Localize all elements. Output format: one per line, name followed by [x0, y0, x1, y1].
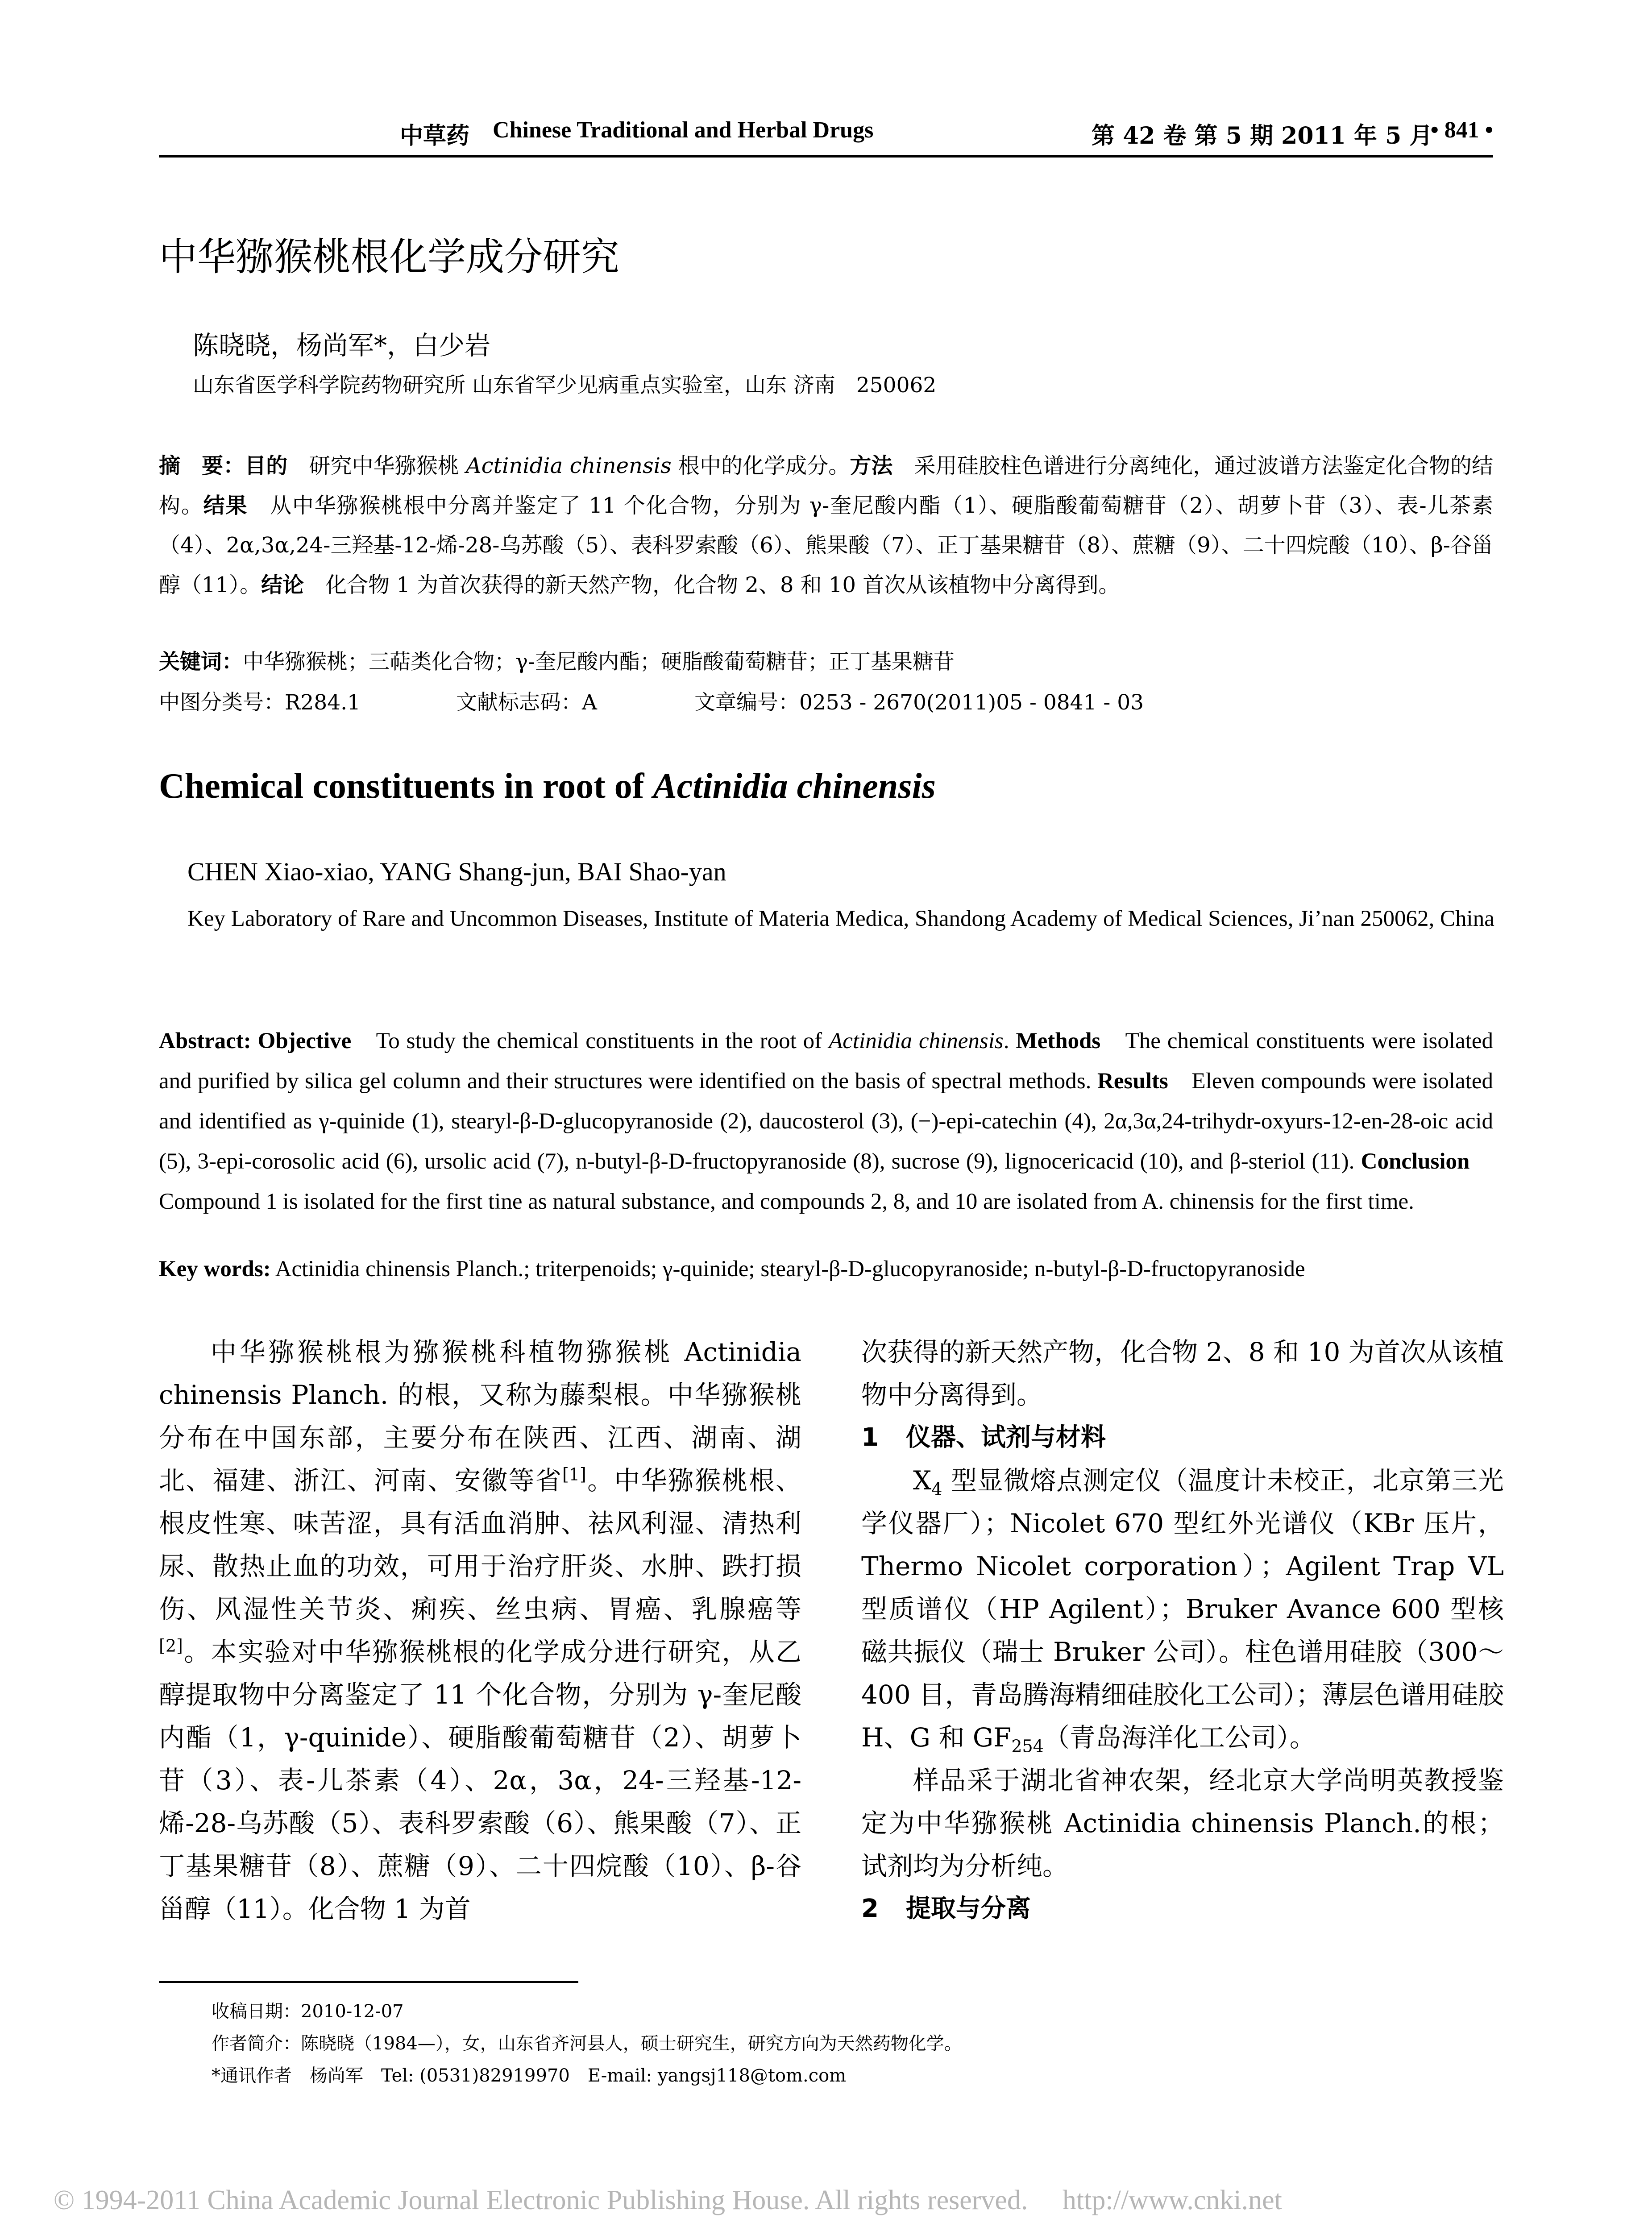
- footnote-divider: [159, 1981, 578, 1983]
- header-divider: [159, 155, 1493, 158]
- keywords-en-text: Actinidia chinensis Planch.; triterpenoids; γ-quinide; stearyl-β-D-glucopyranoside; n-butyl-β-D-fructopyranoside: [275, 1256, 1305, 1281]
- conclusion-label: 结论: [261, 572, 304, 597]
- intro-text-1: 中华猕猴桃根为猕猴桃科植物猕猴桃 Actinidia chinensis Planch. 的根，又称为藤梨根。中华猕猴桃分布在中国东部，主要分布在陕西、江西、湖南、湖北、福建、浙江、河南、安徽等省: [159, 1337, 801, 1496]
- instruments-text-1: X: [913, 1465, 932, 1496]
- methods-text: 采用硅胶柱色谱进行分离纯化，通过波谱方法鉴定化合物的结构。: [159, 453, 1493, 518]
- objective-text: 研究中华猕猴桃: [287, 453, 466, 478]
- affiliation-cn: 山东省医学科学院药物研究所 山东省罕少见病重点实验室，山东 济南 250062: [193, 373, 937, 398]
- journal-volume: 第 42 卷 第 5 期 2011 年 5 月: [1092, 122, 1433, 149]
- instruments-paragraph: [861, 1459, 1504, 1759]
- instruments-text-3: （青岛海洋化工公司）。: [1043, 1722, 1316, 1753]
- intro-continued: 次获得的新天然产物，化合物 2、8 和 10 为首次从该植物中分离得到。: [861, 1337, 1504, 1410]
- authors-en: CHEN Xiao-xiao, YANG Shang-jun, BAI Shao-yan: [187, 857, 726, 886]
- results-label: 结果: [203, 493, 248, 518]
- abstract-label: 摘 要：: [159, 453, 245, 478]
- title-en-species: Actinidia chinensis: [653, 767, 936, 806]
- results-en-text: Eleven compounds were isolated and identified as γ-quinide (1), stearyl-β-D-glucopyranoside (2), daucosterol (3), (−)-epi-catechin (4), 2α,3α,24-trihydr-oxyurs-12-en-28-oic acid (5), 3-epi-corosolic acid (6), ursolic acid (7), n-butyl-β-D-fructopyranoside (8), sucrose (9), lignocericacid (10), and β-steriol (11).: [159, 1069, 1493, 1174]
- section-number-2: 2: [861, 1894, 879, 1923]
- intro-paragraph: [159, 1331, 801, 1930]
- received-date: 收稿日期：2010-12-07: [212, 2001, 404, 2022]
- authors-cn: 陈晓晓，杨尚军*，白少岩: [193, 330, 491, 361]
- section-heading-2: [861, 1887, 1504, 1930]
- methods-en-text: The chemical constituents were isolated and purified by silica gel column and their structures were identified on the basis of spectral methods.: [159, 1028, 1494, 1094]
- intro-text-3: 。本实验对中华猕猴桃根的化学成分进行研究，从乙醇提取物中分离鉴定了 11 个化合物，分别为 γ-奎尼酸内酯（1，γ-quinide）、硬脂酸葡萄糖苷（2）、胡萝卜苷（3）、表-儿茶素（4）、2α，3α，24-三羟基-12-烯-28-乌苏酸（5）、表科罗索酸（6）、熊果酸（7）、正丁基果糖苷（8）、蔗糖（9）、二十四烷酸（10）、β-谷甾醇（11）。化合物 1 为首: [159, 1637, 801, 1924]
- body-column-left: [159, 1331, 801, 1930]
- abstract-en: [159, 1021, 1493, 1222]
- species-name-en: Actinidia chinensis: [829, 1028, 1004, 1053]
- corresponding-author: *通讯作者 杨尚军 Tel: (0531)82919970 E-mail: yangsj118@tom.com: [212, 2065, 847, 2086]
- section-title-1: 仪器、试剂与材料: [906, 1423, 1106, 1452]
- species-name: Actinidia chinensis: [466, 453, 672, 478]
- author-bio: 作者简介：陈晓晓（1984—），女，山东省齐河县人，硕士研究生，研究方向为天然药物化学。: [212, 2033, 962, 2054]
- results-en-label: Results: [1097, 1069, 1168, 1094]
- running-header: [159, 117, 1493, 157]
- abstract-en-label: Abstract: Objective: [159, 1028, 352, 1053]
- methods-en-label: Methods: [1016, 1028, 1101, 1053]
- abstract-cn: [159, 446, 1493, 605]
- article-number: 文章编号：0253 - 2670(2011)05 - 0841 - 03: [694, 690, 1144, 715]
- subscript-254: 254: [1011, 1736, 1044, 1756]
- affiliation-en: Key Laboratory of Rare and Uncommon Diseases, Institute of Materia Medica, Shandong Academy of Medical Sciences, Ji’nan 250062, China: [187, 906, 1494, 931]
- intro-text-2: 。中华猕猴桃根、根皮性寒、味苦涩，具有活血消肿、祛风利湿、清热利尿、散热止血的功效，可用于治疗肝炎、水肿、跌打损伤、风湿性关节炎、痢疾、丝虫病、胃癌、乳腺癌等: [159, 1465, 801, 1624]
- footnotes: [212, 1995, 962, 2092]
- body-column-right: [861, 1331, 1504, 1930]
- citation-1[interactable]: [1]: [562, 1464, 586, 1485]
- objective-end: 根中的化学成分。: [671, 453, 850, 478]
- clc-number: 中图分类号：R284.1: [159, 690, 361, 715]
- page-number: • 841 •: [1430, 117, 1493, 143]
- subscript-4: 4: [931, 1479, 942, 1499]
- keywords-cn: [159, 645, 955, 675]
- article-title-cn: 中华猕猴桃根化学成分研究: [159, 235, 619, 279]
- objective-en-text: To study the chemical constituents in the root of: [351, 1028, 829, 1053]
- section-number-1: 1: [861, 1423, 879, 1452]
- keywords-en-label: Key words:: [159, 1256, 271, 1281]
- keywords-en: [159, 1256, 1305, 1282]
- objective-label: 目的: [245, 453, 288, 478]
- keywords-label: 关键词：: [159, 650, 243, 674]
- section-heading-1: [861, 1416, 1504, 1459]
- objective-en-end: .: [1003, 1028, 1009, 1053]
- results-text: 从中华猕猴桃根中分离并鉴定了 11 个化合物，分别为 γ-奎尼酸内酯（1）、硬脂酸葡萄糖苷（2）、胡萝卜苷（3）、表-儿茶素（4）、2α,3α,24-三羟基-12-烯-28-乌苏酸（5）、表科罗索酸（6）、熊果酸（7）、正丁基果糖苷（8）、蔗糖（9）、二十四烷酸（10）、β-谷甾醇（11）。: [159, 493, 1493, 597]
- section-title-2: 提取与分离: [906, 1894, 1031, 1923]
- journal-name-en: Chinese Traditional and Herbal Drugs: [493, 117, 874, 143]
- title-en-prefix: Chemical constituents in root of: [159, 767, 653, 806]
- conclusion-text: 化合物 1 为首次获得的新天然产物，化合物 2、8 和 10 首次从该植物中分离得到。: [304, 572, 1120, 597]
- document-code: 文献标志码：A: [456, 690, 597, 715]
- conclusion-en-label: Conclusion: [1361, 1149, 1470, 1174]
- methods-label: 方法: [850, 453, 893, 478]
- copyright-notice: © 1994-2011 China Academic Journal Electronic Publishing House. All rights reserved. http://www.cnki.net: [54, 2185, 1282, 2215]
- instruments-text-2: 型显微熔点测定仪（温度计未校正，北京第三光学仪器厂）；Nicolet 670 型红外光谱仪（KBr 压片，Thermo Nicolet corporation）；Agilent Trap VL 型质谱仪（HP Agilent）；Bruker Avance 600 型核磁共振仪（瑞士 Bruker 公司）。柱色谱用硅胶（300～400 目，青岛腾海精细硅胶化工公司）；薄层色谱用硅胶 H、G 和 GF: [861, 1465, 1504, 1753]
- materials-paragraph: 样品采于湖北省神农架，经北京大学尚明英教授鉴定为中华猕猴桃 Actinidia chinensis Planch.的根；试剂均为分析纯。: [861, 1765, 1504, 1881]
- keywords-text: 中华猕猴桃；三萜类化合物；γ-奎尼酸内酯；硬脂酸葡萄糖苷；正丁基果糖苷: [243, 650, 955, 674]
- citation-2[interactable]: [2]: [159, 1636, 183, 1656]
- journal-name-cn: 中草药: [400, 122, 470, 149]
- conclusion-en-text: Compound 1 is isolated for the first tine as natural substance, and compounds 2, 8, and 10 are isolated from A. chinensis for the first time.: [159, 1149, 1493, 1214]
- article-title-en: [159, 766, 936, 807]
